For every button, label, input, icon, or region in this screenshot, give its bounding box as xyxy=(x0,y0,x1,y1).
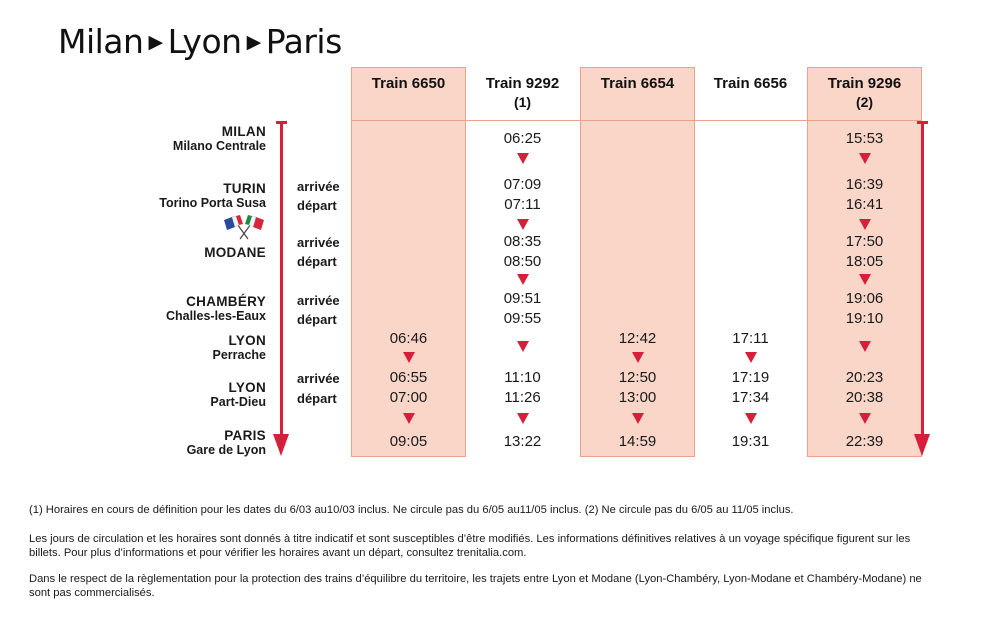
footnote-regulation: Dans le respect de la règlementation pour la protection des trains d’équilibre du territoire, les trajets entre Lyon et Modane (Lyon-Chambéry, Lyon-Modane et Chambéry-Modane) ne sont pas commercialisés. xyxy=(29,573,922,599)
header-divider xyxy=(351,120,922,121)
station-chambery xyxy=(166,294,266,324)
footnote-disclaimer: Les jours de circulation et les horaires sont donnés à titre indicatif et sont susceptibles d’être modifiés. Les informations définitives relatives à un voyage spécifique figurent sur les billets. Pour plus d’informations et pour vérifier les horaires avant un départ, consultez trenitalia.com. xyxy=(29,533,911,559)
route-line-right xyxy=(921,121,924,437)
down-arrow-icon xyxy=(466,341,579,352)
title-arrow-icon: ▶ xyxy=(246,31,261,53)
train-footnote-ref: (1) xyxy=(513,94,532,110)
time-cell: 07:00 xyxy=(389,389,428,406)
time-cell: 20:23 xyxy=(845,369,884,386)
time-cell: 08:50 xyxy=(503,253,542,270)
time-cell: 08:35 xyxy=(503,233,542,250)
station-lyon-perrache xyxy=(212,333,266,363)
station-sub: Torino Porta Susa xyxy=(159,196,266,210)
down-arrow-icon xyxy=(808,153,921,164)
down-arrow-icon xyxy=(466,153,579,164)
time-cell: 12:42 xyxy=(618,330,657,347)
train-name: Train 6654 xyxy=(600,75,675,92)
station-sub: Challes-les-Eaux xyxy=(165,309,266,323)
time-cell: 13:00 xyxy=(618,389,657,406)
time-cell: 09:51 xyxy=(503,290,542,307)
down-arrow-icon xyxy=(808,219,921,230)
column-header-train-6656 xyxy=(694,74,807,93)
route-line-right-cap xyxy=(917,121,928,124)
time-cell: 06:46 xyxy=(389,330,428,347)
time-cell: 13:22 xyxy=(503,433,542,450)
down-arrow-icon xyxy=(466,274,579,285)
footnote-train-notes: (1) Horaires en cours de définition pour les dates du 6/03 au10/03 inclus. Ne circule pas du 6/05 au11/05 inclus. (2) Ne circule pas du 6/05 au 11/05 inclus. xyxy=(29,504,794,516)
time-cell: 07:09 xyxy=(503,176,542,193)
time-cell: 09:05 xyxy=(389,433,428,450)
time-cell: 07:11 xyxy=(504,196,541,213)
down-arrow-icon xyxy=(352,413,465,424)
station-sub: Part-Dieu xyxy=(210,395,266,409)
time-cell: 17:19 xyxy=(731,369,770,386)
time-cell: 22:39 xyxy=(845,433,884,450)
down-arrow-icon xyxy=(694,413,807,424)
time-cell: 19:06 xyxy=(845,290,884,307)
station-city: TURIN xyxy=(223,181,266,196)
station-paris xyxy=(187,428,266,458)
label-departure: départ xyxy=(297,254,337,269)
down-arrow-icon xyxy=(581,352,694,363)
station-city: MILAN xyxy=(221,124,266,139)
label-arrival: arrivée xyxy=(297,371,340,386)
title-origin: Milan xyxy=(58,22,144,61)
station-sub: Gare de Lyon xyxy=(186,443,266,457)
time-cell: 20:38 xyxy=(845,389,884,406)
time-cell: 16:39 xyxy=(845,176,884,193)
time-cell: 16:41 xyxy=(845,196,884,213)
train-footnote-ref: (2) xyxy=(855,94,874,110)
time-cell: 06:25 xyxy=(503,130,542,147)
border-flags-icon xyxy=(222,213,266,241)
route-line-left xyxy=(280,121,283,437)
time-cell: 17:11 xyxy=(732,330,769,347)
station-sub: Milano Centrale xyxy=(172,139,266,153)
label-departure: départ xyxy=(297,391,337,406)
time-cell: 06:55 xyxy=(389,369,428,386)
station-city: MODANE xyxy=(204,245,266,260)
station-city: CHAMBÉRY xyxy=(186,294,266,309)
train-name: Train 6656 xyxy=(713,75,788,92)
column-header-train-6654 xyxy=(581,74,694,93)
time-cell: 19:10 xyxy=(845,310,884,327)
station-city: PARIS xyxy=(224,428,266,443)
route-arrowhead-left-icon xyxy=(273,434,289,456)
station-turin xyxy=(159,181,266,211)
station-city: LYON xyxy=(228,333,266,348)
title-destination: Paris xyxy=(265,22,342,61)
station-city: LYON xyxy=(228,380,266,395)
route-line-left-cap xyxy=(276,121,287,124)
label-departure: départ xyxy=(297,198,337,213)
label-arrival: arrivée xyxy=(297,235,340,250)
station-milan xyxy=(173,124,266,154)
down-arrow-icon xyxy=(581,413,694,424)
down-arrow-icon xyxy=(808,274,921,285)
time-cell: 11:10 xyxy=(504,369,541,386)
column-header-train-9296 xyxy=(808,74,921,112)
label-arrival: arrivée xyxy=(297,179,340,194)
column-header-train-6650 xyxy=(352,74,465,93)
time-cell: 11:26 xyxy=(504,389,541,406)
time-cell: 09:55 xyxy=(503,310,542,327)
station-modane xyxy=(204,245,266,260)
title-via: Lyon xyxy=(167,22,242,61)
time-cell: 12:50 xyxy=(618,369,657,386)
down-arrow-icon xyxy=(352,352,465,363)
down-arrow-icon xyxy=(694,352,807,363)
time-cell: 17:34 xyxy=(731,389,770,406)
train-name: Train 6650 xyxy=(371,75,446,92)
time-cell: 19:31 xyxy=(731,433,770,450)
time-cell: 14:59 xyxy=(618,433,657,450)
train-name: Train 9292 xyxy=(485,75,560,92)
down-arrow-icon xyxy=(808,341,921,352)
time-cell: 15:53 xyxy=(845,130,884,147)
down-arrow-icon xyxy=(466,413,579,424)
time-cell: 17:50 xyxy=(845,233,884,250)
title-arrow-icon: ▶ xyxy=(148,31,163,53)
train-name: Train 9296 xyxy=(827,75,902,92)
time-cell: 18:05 xyxy=(845,253,884,270)
label-departure: départ xyxy=(297,312,337,327)
page-title xyxy=(58,22,342,61)
label-arrival: arrivée xyxy=(297,293,340,308)
column-header-train-9292 xyxy=(466,74,579,112)
station-lyon-part-dieu xyxy=(210,380,266,410)
station-sub: Perrache xyxy=(212,348,266,362)
down-arrow-icon xyxy=(466,219,579,230)
down-arrow-icon xyxy=(808,413,921,424)
